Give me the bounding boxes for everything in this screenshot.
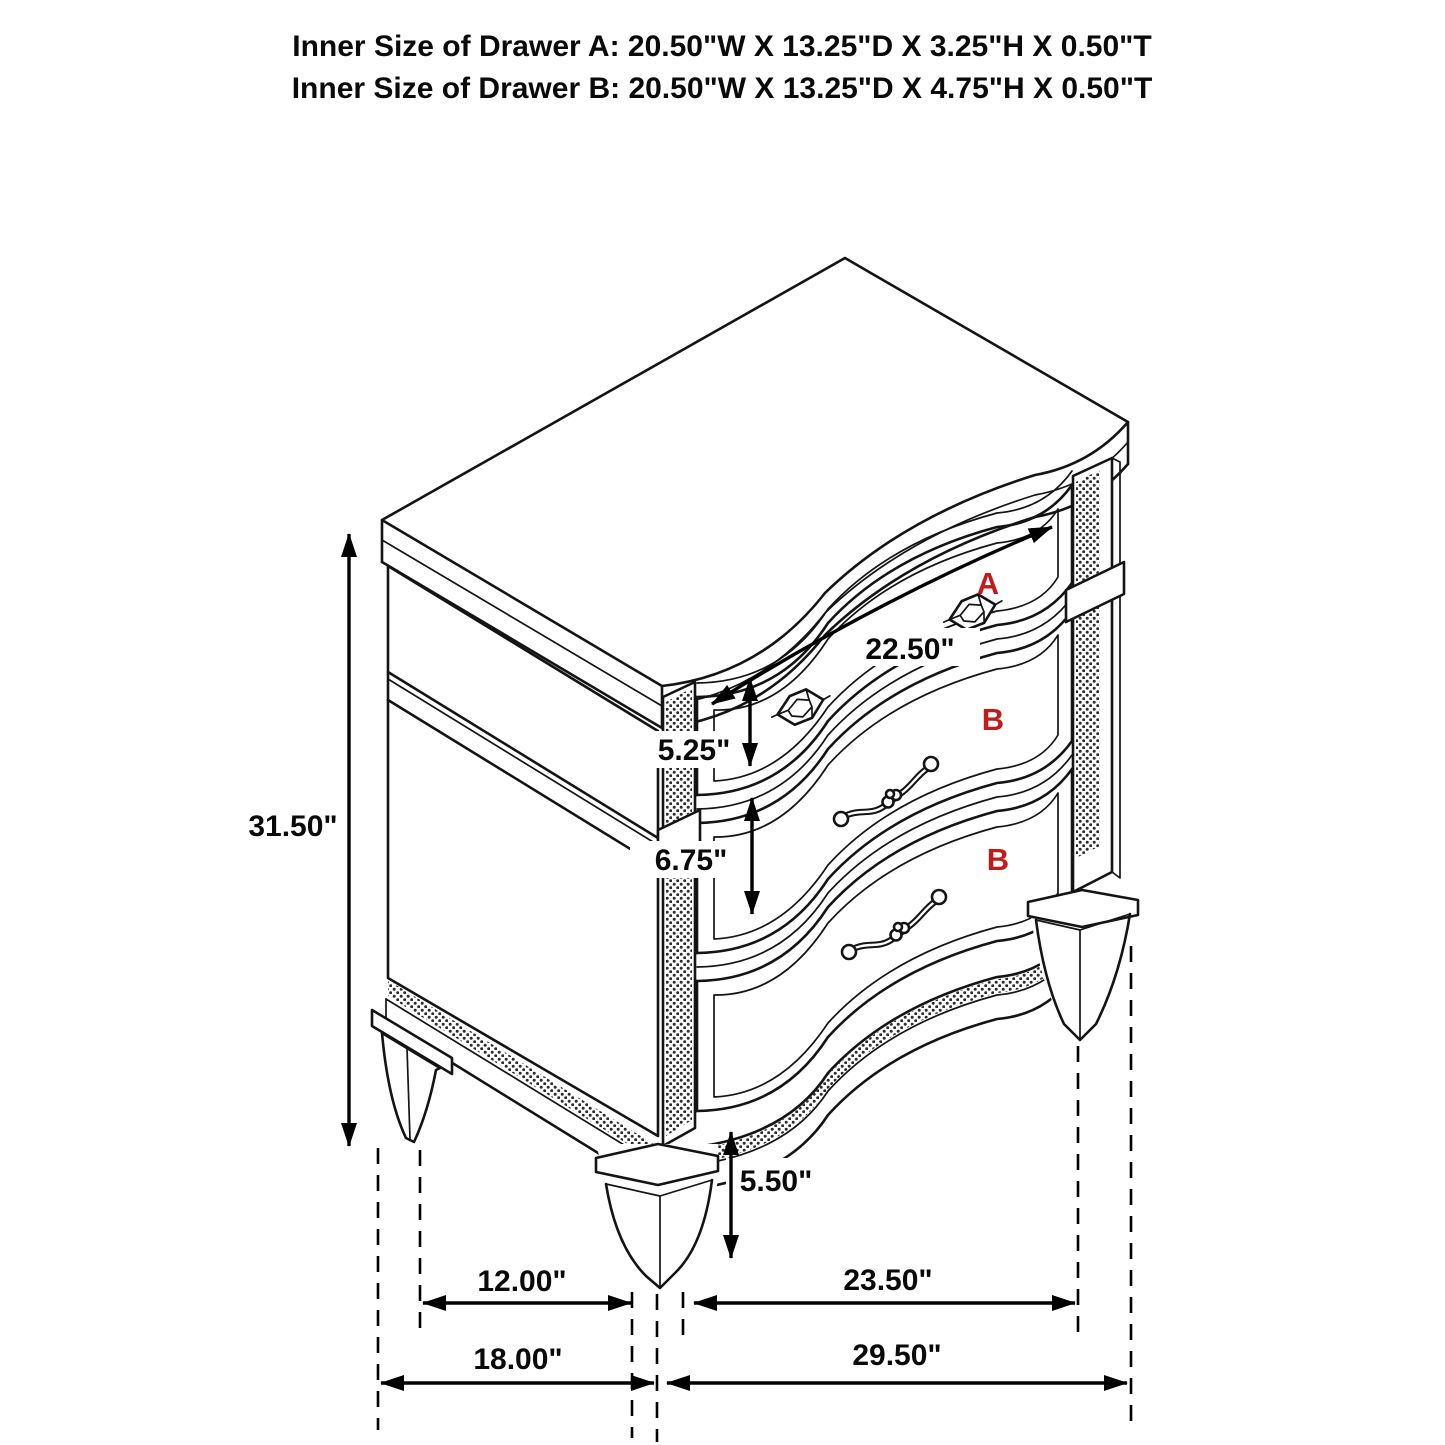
span-2950-label: 29.50" (852, 1339, 942, 1372)
span-12-label: 12.00" (477, 1265, 567, 1298)
drawer-a-label: A (976, 566, 1000, 601)
front-leg (596, 1144, 718, 1290)
drawer-b2-label: B (986, 842, 1010, 877)
front-right-leg (1028, 890, 1138, 1042)
span-18-label: 18.00" (473, 1343, 563, 1376)
drawer-width-label: 22.50" (865, 633, 955, 666)
nightstand-drawing (372, 258, 1138, 1290)
drawer-b-height-label: 6.75" (654, 844, 728, 877)
back-left-leg (372, 1010, 452, 1142)
overall-height-label: 31.50" (248, 810, 338, 843)
title-line-1: Inner Size of Drawer A: 20.50"W X 13.25"D X 3.25"H X 0.50"T (292, 30, 1152, 63)
front-right-corner-stile (1066, 458, 1124, 892)
drawer-b1-label: B (981, 702, 1005, 737)
drawer-a-height-label: 5.25" (657, 734, 731, 767)
leg-height-label: 5.50" (739, 1165, 813, 1198)
span-2350-label: 23.50" (843, 1264, 933, 1297)
title-line-2: Inner Size of Drawer B: 20.50"W X 13.25"D X 4.75"H X 0.50"T (291, 72, 1153, 105)
